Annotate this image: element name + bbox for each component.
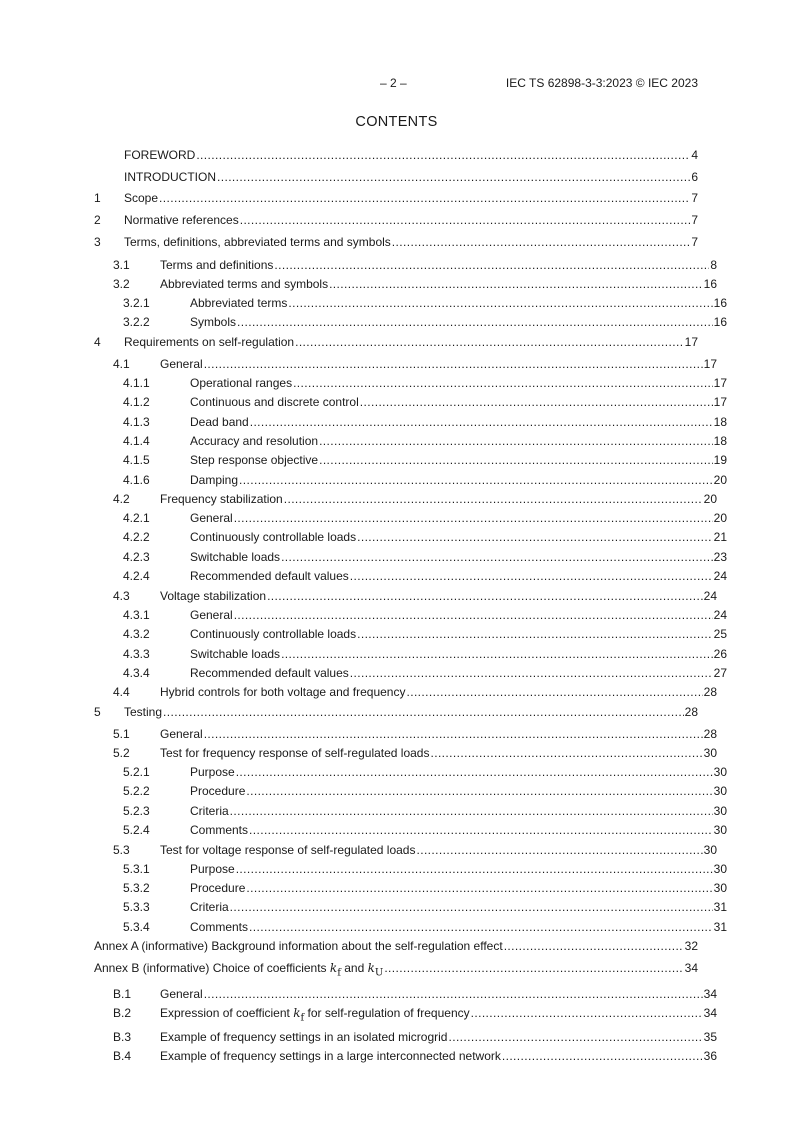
toc-title <box>124 212 239 228</box>
dot-leader <box>274 257 709 273</box>
toc-entry[interactable] <box>94 433 727 449</box>
math-subscript: f <box>337 967 341 979</box>
toc-number: 3.2 <box>113 277 130 291</box>
dot-leader <box>159 190 690 206</box>
toc-entry[interactable] <box>94 960 698 979</box>
toc-title-text: Testing <box>124 705 163 719</box>
toc-number: 4.3.3 <box>123 647 150 661</box>
toc-page-number: 18 <box>713 415 727 429</box>
toc-title-text: Test for voltage response of self-regulated loads <box>160 843 416 857</box>
toc-title <box>160 276 328 292</box>
toc-title <box>190 414 249 430</box>
toc-page-number: 20 <box>703 492 717 506</box>
toc-title-text: Annex A (informative) Background information about the self-regulation effect <box>94 939 503 953</box>
dot-leader <box>196 147 690 163</box>
toc-entry[interactable] <box>94 549 727 565</box>
toc-number: 5.3 <box>113 843 130 857</box>
toc-page-number: 17 <box>684 335 698 349</box>
toc-title-text: Damping <box>190 473 239 487</box>
dot-leader <box>319 433 713 449</box>
toc-title <box>94 960 383 981</box>
toc-title-text: Continuous and discrete control <box>190 395 359 409</box>
toc-entry[interactable] <box>94 764 727 780</box>
toc-title-text: Continuously controllable loads <box>190 627 357 641</box>
toc-entry[interactable] <box>94 257 717 273</box>
toc-title <box>124 147 195 163</box>
contents-title: CONTENTS <box>355 114 438 130</box>
toc-title-text: for self-regulation of frequency <box>307 1006 470 1020</box>
dot-leader <box>239 472 713 488</box>
toc-number: 4.1.3 <box>123 415 150 429</box>
toc-page-number: 31 <box>713 900 727 914</box>
toc-title <box>190 899 229 915</box>
toc-title-text: Voltage stabilization <box>160 589 267 603</box>
dot-leader <box>204 986 703 1002</box>
toc-page-number: 24 <box>713 569 727 583</box>
math-letter: k <box>329 961 338 975</box>
toc-title-text: Terms, definitions, abbreviated terms and symbols <box>124 235 391 249</box>
toc-entry[interactable] <box>94 491 717 507</box>
toc-entry[interactable] <box>94 375 727 391</box>
toc-title-text: Normative references <box>124 213 239 227</box>
toc-entry[interactable] <box>94 529 727 545</box>
toc-number: 4.3.2 <box>123 627 150 641</box>
toc-title <box>190 549 280 565</box>
toc-page-number: 23 <box>713 550 727 564</box>
toc-page-number: 26 <box>713 647 727 661</box>
toc-title <box>190 665 349 681</box>
toc-title <box>124 190 158 206</box>
toc-entry[interactable] <box>94 745 717 761</box>
toc-entry[interactable] <box>94 295 727 311</box>
dot-leader <box>293 375 713 391</box>
toc-entry[interactable] <box>94 626 727 642</box>
dot-leader <box>329 276 703 292</box>
toc-entry[interactable] <box>94 314 727 330</box>
dot-leader <box>360 394 713 410</box>
toc-title <box>160 726 203 742</box>
toc-title <box>160 842 415 858</box>
toc-title <box>160 257 273 273</box>
dot-leader <box>406 684 702 700</box>
toc-number: B.1 <box>113 987 132 1001</box>
toc-title <box>160 588 266 604</box>
toc-entry[interactable] <box>94 212 698 228</box>
toc-entry[interactable] <box>94 414 727 430</box>
dot-leader <box>204 356 703 372</box>
toc-number: 5.3.1 <box>123 862 150 876</box>
toc-page-number: 30 <box>703 746 717 760</box>
toc-title-text: Continuously controllable loads <box>190 530 357 544</box>
toc-title <box>190 626 356 642</box>
toc-title-text: Recommended default values <box>190 569 349 583</box>
toc-entry[interactable] <box>94 1005 717 1024</box>
dot-leader <box>234 510 713 526</box>
toc-page-number: 34 <box>703 1006 717 1020</box>
dot-leader <box>250 414 713 430</box>
toc-entry[interactable] <box>94 190 698 206</box>
toc-title <box>160 356 203 372</box>
toc-number: 4.3.4 <box>123 666 150 680</box>
toc-entry[interactable] <box>94 472 727 488</box>
dot-leader <box>284 491 703 507</box>
toc-title <box>160 491 283 507</box>
toc-page-number: 7 <box>691 235 698 249</box>
toc-title-text: Procedure <box>190 881 246 895</box>
dot-leader <box>246 783 712 799</box>
toc-title-text: Annex B (informative) Choice of coefficients <box>94 961 327 975</box>
toc-page-number: 24 <box>703 589 717 603</box>
toc-entry[interactable] <box>94 899 727 915</box>
dot-leader <box>236 861 713 877</box>
toc-entry[interactable] <box>94 334 698 350</box>
toc-title-text: Abbreviated terms <box>190 296 288 310</box>
math-symbol <box>329 961 341 979</box>
toc-title <box>160 1029 447 1045</box>
toc-page-number: 27 <box>713 666 727 680</box>
toc-entry[interactable] <box>94 356 717 372</box>
toc-number: 5.3.3 <box>123 900 150 914</box>
toc-entry[interactable] <box>94 588 717 604</box>
toc-page-number: 17 <box>713 376 727 390</box>
dot-leader <box>430 745 702 761</box>
toc-title <box>190 764 235 780</box>
toc-title-text: Criteria <box>190 900 229 914</box>
page-header <box>0 76 793 92</box>
toc-page-number: 32 <box>684 939 698 953</box>
toc-title <box>190 822 248 838</box>
toc-page-number: 36 <box>703 1049 717 1063</box>
toc-page-number: 30 <box>713 881 727 895</box>
toc-title <box>190 375 292 391</box>
toc-page-number: 21 <box>713 530 727 544</box>
dot-leader <box>234 607 713 623</box>
dot-leader <box>236 764 713 780</box>
toc-title-text: General <box>190 608 233 622</box>
dot-leader <box>357 626 713 642</box>
dot-leader <box>350 568 713 584</box>
dot-leader <box>237 314 713 330</box>
toc-title-text: Operational ranges <box>190 376 293 390</box>
math-symbol <box>293 1006 305 1024</box>
dot-leader <box>471 1005 703 1021</box>
toc-title-text: Criteria <box>190 804 229 818</box>
toc-page-number: 16 <box>703 277 717 291</box>
toc-number: 4.4 <box>113 685 130 699</box>
toc-number: 3 <box>94 235 101 249</box>
dot-leader <box>288 295 712 311</box>
toc-title <box>190 919 248 935</box>
toc-title-text: Expression of coefficient <box>160 1006 290 1020</box>
toc-title <box>160 1048 501 1064</box>
toc-title <box>190 861 235 877</box>
toc-page-number: 30 <box>713 765 727 779</box>
dot-leader <box>204 726 703 742</box>
dot-leader <box>230 803 713 819</box>
toc-title-text: Example of frequency settings in a large interconnected network <box>160 1049 501 1063</box>
toc-entry[interactable] <box>94 842 717 858</box>
toc-number: 5.3.2 <box>123 881 150 895</box>
toc-entry[interactable] <box>94 803 727 819</box>
toc-page-number: 20 <box>713 511 727 525</box>
toc-number: 3.2.1 <box>123 296 150 310</box>
toc-title-text: Example of frequency settings in an isolated microgrid <box>160 1030 448 1044</box>
toc-title <box>190 472 238 488</box>
toc-entry[interactable] <box>94 394 727 410</box>
toc-title <box>190 314 236 330</box>
toc-title <box>190 433 318 449</box>
toc-title <box>124 234 391 250</box>
toc-title-text: Symbols <box>190 315 237 329</box>
toc-page-number: 28 <box>703 685 717 699</box>
toc-entry[interactable] <box>94 276 717 292</box>
toc-title-text: Step response objective <box>190 453 319 467</box>
toc-title <box>190 803 229 819</box>
page-number: – 2 – <box>380 76 407 90</box>
toc-entry[interactable] <box>94 861 727 877</box>
toc-page-number: 20 <box>713 473 727 487</box>
toc-title-text: Abbreviated terms and symbols <box>160 277 329 291</box>
toc-title-text: FOREWORD <box>124 148 196 162</box>
toc-entry[interactable] <box>94 1048 717 1064</box>
toc-title-text: INTRODUCTION <box>124 170 216 184</box>
toc-number: 4.1.1 <box>123 376 150 390</box>
dot-leader <box>217 169 690 185</box>
toc-title <box>190 394 359 410</box>
toc-number: B.3 <box>113 1030 132 1044</box>
toc-title-text: Comments <box>190 823 249 837</box>
toc-entry[interactable] <box>94 1029 717 1045</box>
toc-title <box>190 880 245 896</box>
toc-page-number: 34 <box>703 987 717 1001</box>
toc-title <box>190 646 280 662</box>
toc-page-number: 6 <box>691 170 698 184</box>
toc-page-number: 24 <box>713 608 727 622</box>
math-subscript: U <box>374 967 384 979</box>
toc-title <box>190 510 233 526</box>
toc-page-number: 7 <box>691 191 698 205</box>
toc-entry[interactable] <box>94 646 727 662</box>
dot-leader <box>281 646 713 662</box>
toc-title <box>190 783 245 799</box>
toc-number: 4.2 <box>113 492 130 506</box>
toc-page-number: 28 <box>703 727 717 741</box>
toc-title-text: Switchable loads <box>190 647 281 661</box>
toc-entry[interactable] <box>94 704 698 720</box>
toc-page-number: 17 <box>703 357 717 371</box>
toc-title-text: General <box>160 987 203 1001</box>
toc-page-number: 31 <box>713 920 727 934</box>
toc-title-text: Purpose <box>190 862 235 876</box>
dot-leader <box>249 919 713 935</box>
toc-title-text: Requirements on self-regulation <box>124 335 295 349</box>
toc-number: 4.2.2 <box>123 530 150 544</box>
toc-page-number: 30 <box>703 843 717 857</box>
toc-title-text: Dead band <box>190 415 249 429</box>
toc-page-number: 30 <box>713 784 727 798</box>
toc-title <box>190 452 318 468</box>
toc-title <box>190 529 356 545</box>
toc-title-text: Accuracy and resolution <box>190 434 319 448</box>
toc-page-number: 8 <box>710 258 717 272</box>
toc-page-number: 28 <box>684 705 698 719</box>
toc-title-text: Test for frequency response of self-regulated loads <box>160 746 430 760</box>
toc-title <box>124 334 294 350</box>
dot-leader <box>319 452 713 468</box>
toc-number: 4.3.1 <box>123 608 150 622</box>
dot-leader <box>246 880 712 896</box>
toc-number: 3.2.2 <box>123 315 150 329</box>
dot-leader <box>416 842 702 858</box>
math-letter: k <box>367 961 375 975</box>
toc-page-number: 34 <box>684 961 698 975</box>
dot-leader <box>357 529 713 545</box>
dot-leader <box>384 960 683 976</box>
toc-page-number: 18 <box>713 434 727 448</box>
toc-number: 4.2.4 <box>123 569 150 583</box>
dot-leader <box>504 938 684 954</box>
toc-title-text: Purpose <box>190 765 235 779</box>
toc-number: 4.2.3 <box>123 550 150 564</box>
toc-title-text: Recommended default values <box>190 666 349 680</box>
toc-page-number: 17 <box>713 395 727 409</box>
toc-entry[interactable] <box>94 607 727 623</box>
toc-page-number: 30 <box>713 804 727 818</box>
toc-number: 4.1.4 <box>123 434 150 448</box>
toc-page-number: 25 <box>713 627 727 641</box>
toc-number: 2 <box>94 213 101 227</box>
toc-title <box>190 568 349 584</box>
toc-number: 4 <box>94 335 101 349</box>
math-letter: k <box>293 1006 301 1020</box>
dot-leader <box>281 549 713 565</box>
toc-number: 5.2.4 <box>123 823 150 837</box>
dot-leader <box>240 212 691 228</box>
toc-number: 5.2.3 <box>123 804 150 818</box>
toc-page-number: 30 <box>713 862 727 876</box>
toc-title-text: General <box>160 357 203 371</box>
toc-title <box>190 295 287 311</box>
toc-number: 5 <box>94 705 101 719</box>
toc-title <box>160 1005 470 1026</box>
toc-number: 4.1.6 <box>123 473 150 487</box>
toc-entry[interactable] <box>94 880 727 896</box>
toc-title-text: Terms and definitions <box>160 258 274 272</box>
toc-page-number: 19 <box>713 453 727 467</box>
toc-title-text: Hybrid controls for both voltage and frequency <box>160 685 406 699</box>
toc-entry[interactable] <box>94 452 727 468</box>
toc-title <box>124 169 216 185</box>
toc-title-text: Comments <box>190 920 249 934</box>
toc-title-text: and <box>344 961 365 975</box>
toc-number: B.4 <box>113 1049 132 1063</box>
toc-number: 5.2.1 <box>123 765 150 779</box>
toc-number: 5.1 <box>113 727 130 741</box>
document-reference: IEC TS 62898-3-3:2023 © IEC 2023 <box>505 76 698 90</box>
toc-entry[interactable] <box>94 568 727 584</box>
toc-number: 4.1.5 <box>123 453 150 467</box>
toc-number: 5.2 <box>113 746 130 760</box>
toc-entry[interactable] <box>94 169 698 185</box>
toc-title-text: Scope <box>124 191 159 205</box>
dot-leader <box>249 822 713 838</box>
toc-entry[interactable] <box>94 986 717 1002</box>
toc-title-text: Switchable loads <box>190 550 281 564</box>
toc-title-text: General <box>160 727 203 741</box>
dot-leader <box>448 1029 702 1045</box>
toc-entry[interactable] <box>94 665 727 681</box>
toc-number: 4.2.1 <box>123 511 150 525</box>
toc-page-number: 7 <box>691 213 698 227</box>
dot-leader <box>230 899 713 915</box>
toc-page-number: 30 <box>713 823 727 837</box>
toc-entry[interactable] <box>94 783 727 799</box>
toc-title <box>160 986 203 1002</box>
math-symbol <box>367 961 384 979</box>
dot-leader <box>502 1048 703 1064</box>
toc-entry[interactable] <box>94 147 698 163</box>
dot-leader <box>295 334 684 350</box>
toc-number: 4.3 <box>113 589 130 603</box>
toc-title-text: Procedure <box>190 784 246 798</box>
toc-page-number: 16 <box>713 296 727 310</box>
toc-entry[interactable] <box>94 510 727 526</box>
toc-number: 1 <box>94 191 101 205</box>
toc-title-text: General <box>190 511 233 525</box>
toc-title-text: Frequency stabilization <box>160 492 283 506</box>
toc-page-number: 16 <box>713 315 727 329</box>
toc-number: 3.1 <box>113 258 130 272</box>
toc-entry[interactable] <box>94 822 727 838</box>
toc-entry[interactable] <box>94 726 717 742</box>
toc-number: 5.3.4 <box>123 920 150 934</box>
toc-entry[interactable] <box>94 234 698 250</box>
toc-title <box>124 704 162 720</box>
dot-leader <box>392 234 691 250</box>
toc-page-number: 35 <box>703 1030 717 1044</box>
toc-title <box>160 745 429 761</box>
dot-leader <box>267 588 703 604</box>
toc-title <box>190 607 233 623</box>
dot-leader <box>163 704 684 720</box>
math-subscript: f <box>300 1012 305 1024</box>
toc-entry[interactable] <box>94 684 717 700</box>
toc-number: 4.1.2 <box>123 395 150 409</box>
toc-title <box>94 938 503 954</box>
toc-entry[interactable] <box>94 938 698 954</box>
toc-entry[interactable] <box>94 919 727 935</box>
toc-number: 5.2.2 <box>123 784 150 798</box>
toc-number: B.2 <box>113 1006 132 1020</box>
toc-page-number: 4 <box>691 148 698 162</box>
toc-number: 4.1 <box>113 357 130 371</box>
toc-title <box>160 684 405 700</box>
dot-leader <box>350 665 713 681</box>
